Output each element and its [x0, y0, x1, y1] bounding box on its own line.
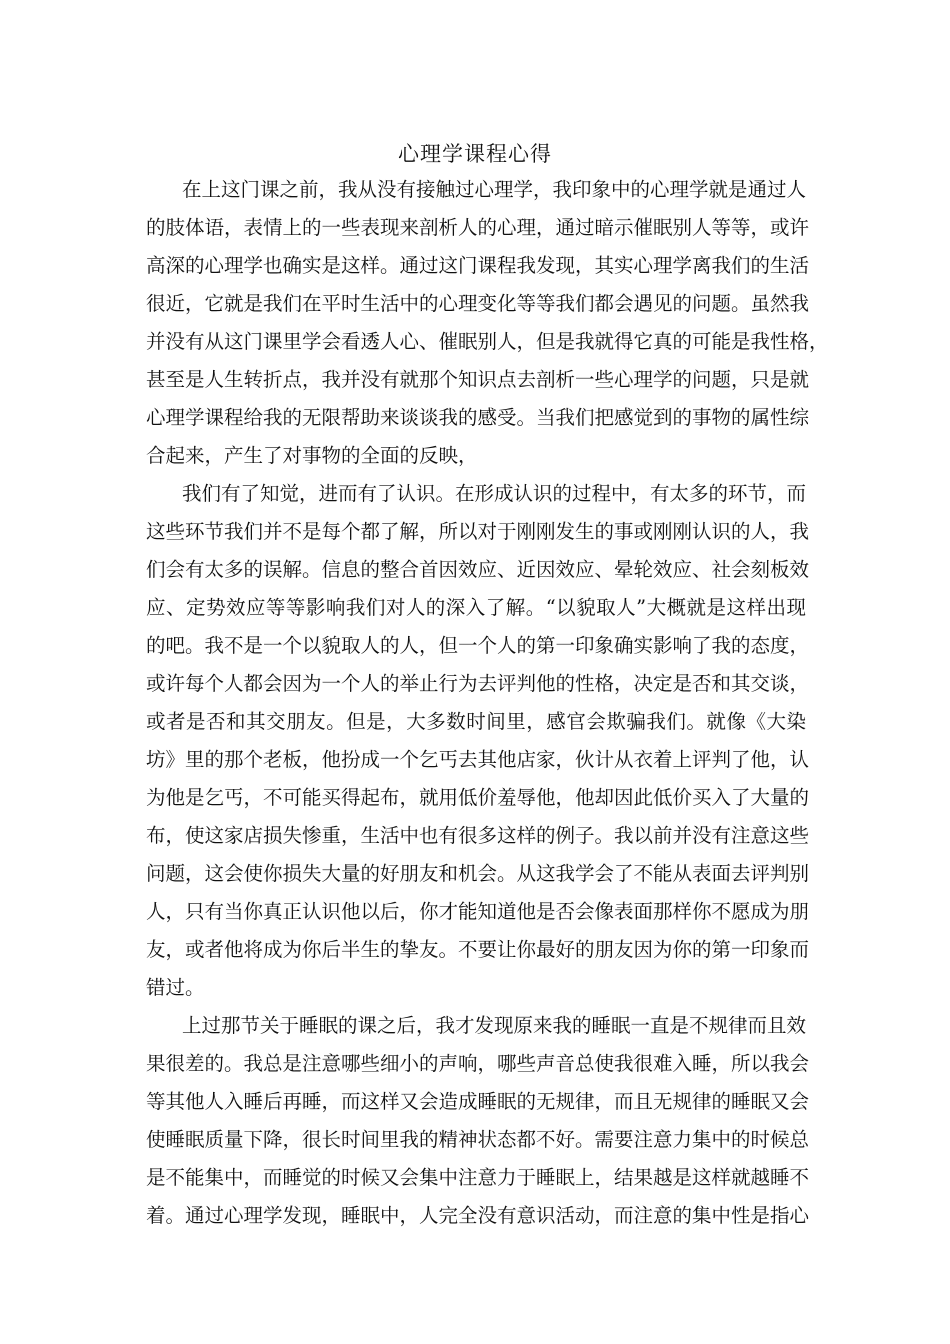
paragraph-1-line-7: 心理学课程给我的无限帮助来谈谈我的感受。当我们把感觉到的事物的属性综 — [146, 406, 810, 429]
paragraph-2-line-3: 们会有太多的误解。信息的整合首因效应、近因效应、晕轮效应、社会刻板效 — [146, 558, 810, 581]
paragraph-2-line-9: 为他是乞丐，不可能买得起布，就用低价羞辱他，他却因此低价买入了大量的 — [146, 786, 810, 809]
paragraph-2-line-13: 友，或者他将成为你后半生的挚友。不要让你最好的朋友因为你的第一印象而 — [146, 938, 810, 961]
paragraph-2-line-14: 错过。 — [146, 976, 205, 999]
paragraph-3-line-1: 上过那节关于睡眠的课之后，我才发现原来我的睡眠一直是不规律而且效 — [182, 1014, 807, 1037]
paragraph-3-line-5: 是不能集中，而睡觉的时候又会集中注意力于睡眠上，结果越是这样就越睡不 — [146, 1166, 810, 1189]
paragraph-1-line-5: 并没有从这门课里学会看透人心、催眠别人，但是我就得它真的可能是我性格， — [146, 330, 829, 353]
paragraph-1-line-6: 甚至是人生转折点，我并没有就那个知识点去剖析一些心理学的问题，只是就 — [146, 368, 810, 391]
paragraph-2-line-8: 坊》里的那个老板，他扮成一个乞丐去其他店家，伙计从衣着上评判了他，认 — [146, 748, 810, 771]
paragraph-3-line-3: 等其他人入睡后再睡，而这样又会造成睡眠的无规律，而且无规律的睡眠又会 — [146, 1090, 810, 1113]
paragraph-3-line-6: 着。通过心理学发现，睡眠中，人完全没有意识活动，而注意的集中性是指心 — [146, 1204, 810, 1227]
paragraph-1-line-2: 的肢体语，表情上的一些表现来剖析人的心理，通过暗示催眠别人等等，或许 — [146, 216, 810, 239]
paragraph-1-line-4: 很近，它就是我们在平时生活中的心理变化等等我们都会遇见的问题。虽然我 — [146, 292, 810, 315]
paragraph-2-line-6: 或许每个人都会因为一个人的举止行为去评判他的性格，决定是否和其交谈， — [146, 672, 810, 695]
paragraph-2-line-2: 这些环节我们并不是每个都了解，所以对于刚刚发生的事或刚刚认识的人，我 — [146, 520, 810, 543]
paragraph-2-line-7: 或者是否和其交朋友。但是，大多数时间里，感官会欺骗我们。就像《大染 — [146, 710, 806, 733]
paragraph-2-line-5: 的吧。我不是一个以貌取人的人，但一个人的第一印象确实影响了我的态度， — [146, 634, 810, 657]
paragraph-1-line-1: 在上这门课之前，我从没有接触过心理学，我印象中的心理学就是通过人 — [182, 178, 807, 201]
paragraph-2-line-4: 应、定势效应等等影响我们对人的深入了解。“以貌取人”大概就是这样出现 — [146, 596, 806, 619]
paragraph-1-line-8: 合起来，产生了对事物的全面的反映， — [146, 444, 478, 467]
document-title: 心理学课程心得 — [398, 142, 552, 166]
paragraph-3-line-4: 使睡眠质量下降，很长时间里我的精神状态都不好。需要注意力集中的时候总 — [146, 1128, 810, 1151]
paragraph-2-line-11: 问题，这会使你损失大量的好朋友和机会。从这我学会了不能从表面去评判别 — [146, 862, 810, 885]
paragraph-2-line-12: 人，只有当你真正认识他以后，你才能知道他是否会像表面那样你不愿成为朋 — [146, 900, 810, 923]
paragraph-3-line-2: 果很差的。我总是注意哪些细小的声响，哪些声音总使我很难入睡，所以我会 — [146, 1052, 810, 1075]
paragraph-1-line-3: 高深的心理学也确实是这样。通过这门课程我发现，其实心理学离我们的生活 — [146, 254, 810, 277]
paragraph-2-line-10: 布，使这家店损失惨重，生活中也有很多这样的例子。我以前并没有注意这些 — [146, 824, 810, 847]
paragraph-2-line-1: 我们有了知觉，进而有了认识。在形成认识的过程中，有太多的环节，而 — [182, 482, 807, 505]
